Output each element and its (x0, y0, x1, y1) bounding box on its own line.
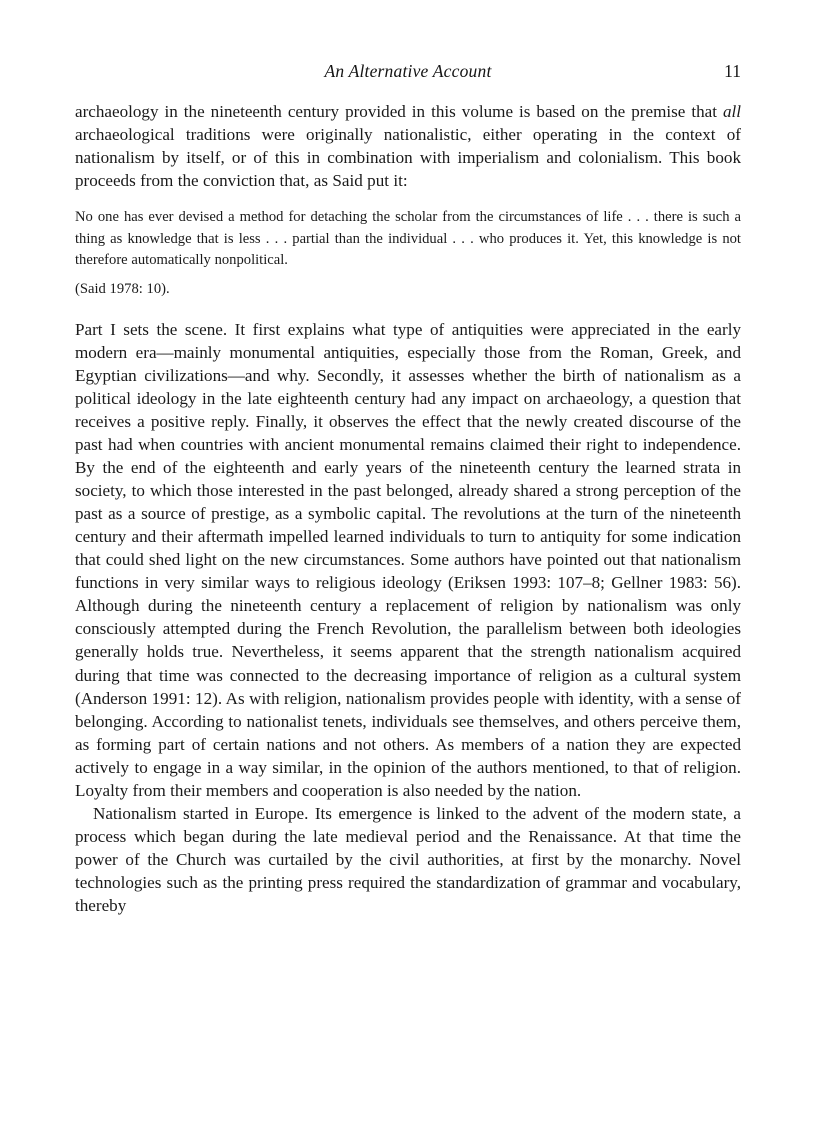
paragraph-continued-part-a: archaeology in the nineteenth century provided in this volume is based on the premise that (75, 102, 723, 121)
paragraph-continued (75, 100, 741, 192)
text-block (75, 100, 741, 917)
running-head-title: An Alternative Account (324, 61, 492, 81)
blockquote-citation: (Said 1978: 10). (75, 281, 170, 298)
blockquote (75, 207, 741, 301)
paragraph-nationalism-europe: Nationalism started in Europe. Its emergence is linked to the advent of the modern state, a process which began during the late medieval period and the Renaissance. At that time the power of the Church was curtailed by the civil authorities, at first by the monarchy. Novel technologies such as the printing press required the standardization of grammar and vocabulary, thereby (75, 803, 741, 915)
page-number: 11 (724, 61, 741, 81)
blockquote-text: No one has ever devised a method for detaching the scholar from the circumstances of life . . . there is such a thing as knowledge that is less . . . partial than the individual . . . who produces it. Yet, this knowledge is not therefore automatically nonpolitical. (75, 209, 741, 268)
paragraph-part-one: Part I sets the scene. It first explains what type of antiquities were appreciated in the early modern era—mainly monumental antiquities, especially those from the Roman, Greek, and Egyptian civilizations—and why. Secondly, it assesses whether the birth of nationalism as a political ideology in the late eighteenth century had any impact on archaeology, a question that receives a positive reply. Finally, it observes the effect that the newly created discourse of the past had when countries with ancient monumental remains claimed their right to independence. By the end of the eighteenth and early years of the nineteenth century the learned strata in society, to which those interested in the past belonged, already shared a strong perception of the past as a source of prestige, as a symbolic capital. The revolutions at the turn of the nineteenth century and their aftermath impelled learned individuals to turn to antiquity for some indication that could shed light on the new circumstances. Some authors have pointed out that nationalism functions in very similar ways to religious ideology (Eriksen 1993: 107–8; Gellner 1983: 56). Although during the nineteenth century a replacement of religion by nationalism was only consciously attempted during the French Revolution, the parallelism between both ideologies generally holds true. Nevertheless, it seems apparent that the strength nationalism acquired during that time was connected to the decreasing importance of religion as a cultural system (Anderson 1991: 12). As with religion, nationalism provides people with identity, with a sense of belonging. According to nationalist tenets, individuals see themselves, and others perceive them, as forming part of certain nations and not others. As members of a nation they are expected actively to engage in a way similar, in the opinion of the authors mentioned, to that of religion. Loyalty from their members and cooperation is also needed by the nation. (75, 319, 741, 800)
emphasis-all: all (722, 102, 741, 121)
running-head (75, 61, 741, 85)
paragraph-continued-part-b: archaeological traditions were originally nationalistic, either operating in the context of nationalism by itself, or of this in combination with imperialism and colonialism. This book proceeds from the conviction that, as Said put it: (75, 125, 741, 191)
